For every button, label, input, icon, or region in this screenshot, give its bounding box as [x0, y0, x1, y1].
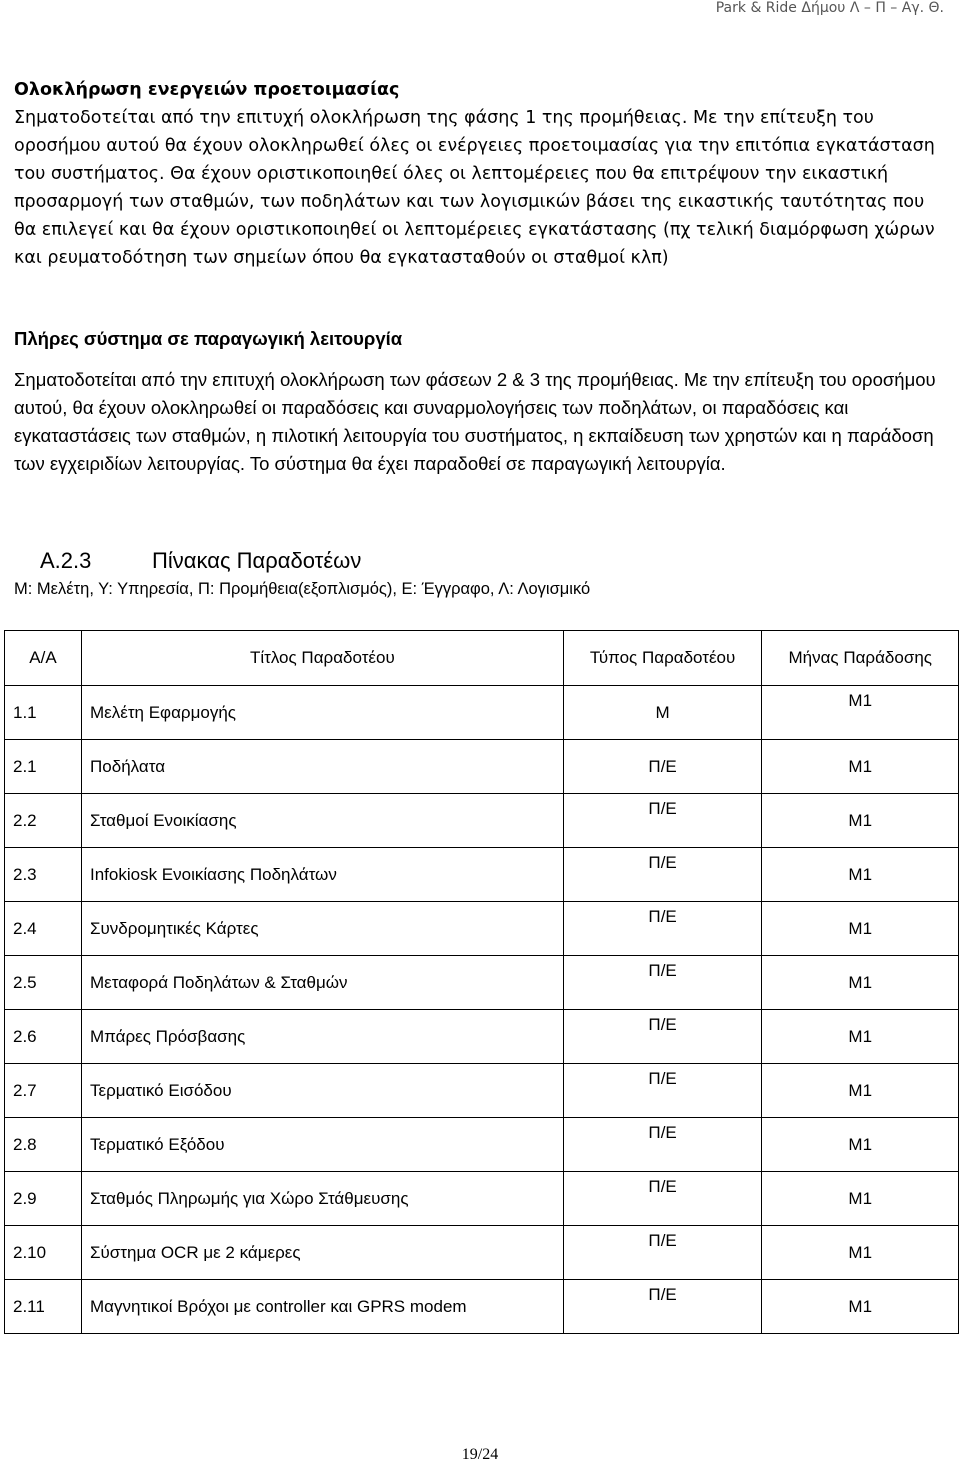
row-id [5, 740, 82, 794]
row-title [82, 956, 564, 1010]
row-id [5, 848, 82, 902]
table-row [5, 1118, 959, 1172]
row-month-text: Μ1 [848, 1080, 873, 1100]
header-title: Τίτλος Παραδοτέου [82, 631, 564, 686]
section-production-title: Πλήρες σύστημα σε παραγωγική λειτουργία [14, 328, 403, 349]
row-title-text: Συνδρομητικές Κάρτες [90, 918, 259, 938]
table-row [5, 794, 959, 848]
row-title [82, 1172, 564, 1226]
row-type-text: Π/Ε [648, 960, 677, 980]
section-preparation-title: Ολοκλήρωση ενεργειών προετοιμασίας [14, 80, 400, 100]
row-month [762, 902, 959, 956]
row-month-text: Μ1 [848, 864, 873, 884]
type-legend: Μ: Μελέτη, Υ: Υπηρεσία, Π: Προμήθεια(εξοπλισμός), Ε: Έγγραφο, Λ: Λογισμικό [14, 580, 591, 598]
row-month-text: Μ1 [848, 1134, 873, 1154]
row-title-text: Σταθμοί Ενοικίασης [90, 810, 237, 830]
row-month [762, 1280, 959, 1334]
row-title [82, 902, 564, 956]
row-title-text: Ποδήλατα [90, 756, 166, 776]
row-type-text: Π/Ε [648, 1230, 677, 1250]
row-id-text: 2.10 [13, 1242, 47, 1262]
row-type [563, 902, 762, 956]
row-title [82, 794, 564, 848]
row-type [563, 848, 762, 902]
row-id-text: 2.8 [13, 1134, 37, 1154]
row-title [82, 1010, 564, 1064]
row-title [82, 1226, 564, 1280]
row-type-text: Μ [655, 702, 670, 722]
row-type [563, 1010, 762, 1064]
section-preparation [14, 76, 940, 272]
row-month [762, 686, 959, 740]
row-id [5, 956, 82, 1010]
row-id-text: 2.6 [13, 1026, 37, 1046]
row-title-text: Σύστημα OCR με 2 κάμερες [90, 1242, 301, 1262]
row-title [82, 848, 564, 902]
section-production-text: Σηματοδοτείται από την επιτυχή ολοκλήρωση των φάσεων 2 & 3 της προμήθειας. Με την επίτευξη του οροσήμου αυτού, θα έχουν ολοκληρωθεί οι παραδόσεις και συναρμολογήσεις των ποδηλάτων, οι παραδόσεις και εγκαταστάσεις των σταθμών, η πιλοτική λειτουργία του συστήματος, η εκπαίδευση των χρηστών και η παράδοση των εγχειριδίων λειτουργίας. Το σύστημα θα έχει παραδοθεί σε παραγωγική λειτουργία. [14, 369, 936, 474]
row-title [82, 740, 564, 794]
row-id [5, 1280, 82, 1334]
row-id-text: 2.5 [13, 972, 37, 992]
deliverables-table [4, 630, 959, 1334]
table-row [5, 848, 959, 902]
row-title [82, 1280, 564, 1334]
row-type-text: Π/Ε [648, 906, 677, 926]
row-type [563, 1172, 762, 1226]
row-title-text: Μελέτη Εφαρμογής [90, 702, 236, 722]
row-month [762, 848, 959, 902]
row-title-text: Τερματικό Εξόδου [90, 1134, 225, 1154]
table-header-row [5, 631, 959, 686]
row-type [563, 1118, 762, 1172]
row-title-text: Μεταφορά Ποδηλάτων & Σταθμών [90, 972, 348, 992]
row-month [762, 740, 959, 794]
row-title-text: Σταθμός Πληρωμής για Χώρο Στάθμευσης [90, 1188, 409, 1208]
row-title-text: Μπάρες Πρόσβασης [90, 1026, 246, 1046]
row-id-text: 2.11 [13, 1296, 45, 1316]
row-type-text: Π/Ε [648, 1068, 677, 1088]
row-month [762, 1172, 959, 1226]
table-row [5, 1172, 959, 1226]
row-id [5, 902, 82, 956]
table-row [5, 1064, 959, 1118]
row-type-text: Π/Ε [648, 852, 677, 872]
row-month-text: Μ1 [848, 756, 873, 776]
row-type-text: Π/Ε [648, 798, 677, 818]
deliverables-heading-number: Α.2.3 [40, 548, 92, 573]
row-id [5, 1118, 82, 1172]
table-row [5, 740, 959, 794]
row-type [563, 1064, 762, 1118]
header-id: Α/Α [5, 631, 82, 686]
row-id-text: 2.2 [13, 810, 37, 830]
table-row [5, 686, 959, 740]
row-month-text: Μ1 [848, 690, 873, 710]
row-month [762, 1064, 959, 1118]
table-row [5, 1226, 959, 1280]
row-type [563, 1226, 762, 1280]
row-type-text: Π/Ε [648, 756, 677, 776]
page-number: 19/24 [461, 1446, 499, 1463]
table-row [5, 1010, 959, 1064]
row-title [82, 1118, 564, 1172]
row-month-text: Μ1 [848, 918, 873, 938]
row-title-text: Τερματικό Εισόδου [90, 1080, 232, 1100]
row-title-text: Infokiosk Ενοικίασης Ποδηλάτων [90, 864, 337, 884]
section-preparation-text: Σηματοδοτείται από την επιτυχή ολοκλήρωση της φάσης 1 της προμήθειας. Με την επίτευξη του οροσήμου αυτού θα έχουν ολοκληρωθεί όλες οι ενέργειες προετοιμασίας για την επιτόπια εγκατάσταση του συστήματος. Θα έχουν οριστικοποιηθεί όλες οι λεπτομέρειες που θα επιτρέψουν την εικαστική προσαρμογή των σταθμών, των ποδηλάτων και των λογισμικών βάσει της εικαστικής ταυτότητας που θα επιλεγεί και θα έχουν οριστικοποιηθεί οι λεπτομέρειες εγκατάστασης (πχ τελική διαμόρφωση χώρων και ρευματοδότηση των σημείων όπου θα εγκατασταθούν οι σταθμοί κλπ) [14, 108, 935, 268]
row-month-text: Μ1 [848, 810, 873, 830]
row-type-text: Π/Ε [648, 1014, 677, 1034]
row-month-text: Μ1 [848, 1188, 873, 1208]
row-title [82, 1064, 564, 1118]
row-type [563, 1280, 762, 1334]
row-id-text: 1.1 [13, 702, 37, 722]
header-month: Μήνας Παράδοσης [762, 631, 959, 686]
row-id [5, 1010, 82, 1064]
row-id-text: 2.1 [13, 756, 37, 776]
row-type [563, 794, 762, 848]
row-id [5, 794, 82, 848]
row-type-text: Π/Ε [648, 1122, 677, 1142]
row-id-text: 2.9 [13, 1188, 37, 1208]
row-id [5, 1172, 82, 1226]
row-id [5, 1226, 82, 1280]
table-row [5, 956, 959, 1010]
row-title [82, 686, 564, 740]
row-month [762, 1118, 959, 1172]
row-type [563, 740, 762, 794]
row-month-text: Μ1 [848, 972, 873, 992]
running-header: Park & Ride Δήμου Λ – Π – Αγ. Θ. [715, 0, 944, 16]
table-row [5, 1280, 959, 1334]
row-month [762, 956, 959, 1010]
row-month-text: Μ1 [848, 1242, 873, 1262]
row-type-text: Π/Ε [648, 1176, 677, 1196]
row-month [762, 1010, 959, 1064]
row-month [762, 794, 959, 848]
row-title-text: Μαγνητικοί Βρόχοι με controller και GPRS modem [90, 1296, 467, 1316]
row-id-text: 2.3 [13, 864, 37, 884]
row-id-text: 2.4 [13, 918, 37, 938]
row-type [563, 956, 762, 1010]
section-production [14, 366, 940, 478]
table-body [5, 686, 959, 1334]
row-month [762, 1226, 959, 1280]
row-month-text: Μ1 [848, 1296, 873, 1316]
row-id [5, 1064, 82, 1118]
row-month-text: Μ1 [848, 1026, 873, 1046]
deliverables-heading-title: Πίνακας Παραδοτέων [152, 548, 362, 573]
row-id-text: 2.7 [13, 1080, 37, 1100]
row-id [5, 686, 82, 740]
row-type-text: Π/Ε [648, 1284, 677, 1304]
deliverables-heading [40, 548, 361, 574]
row-type [563, 686, 762, 740]
header-type: Τύπος Παραδοτέου [563, 631, 762, 686]
table-row [5, 902, 959, 956]
